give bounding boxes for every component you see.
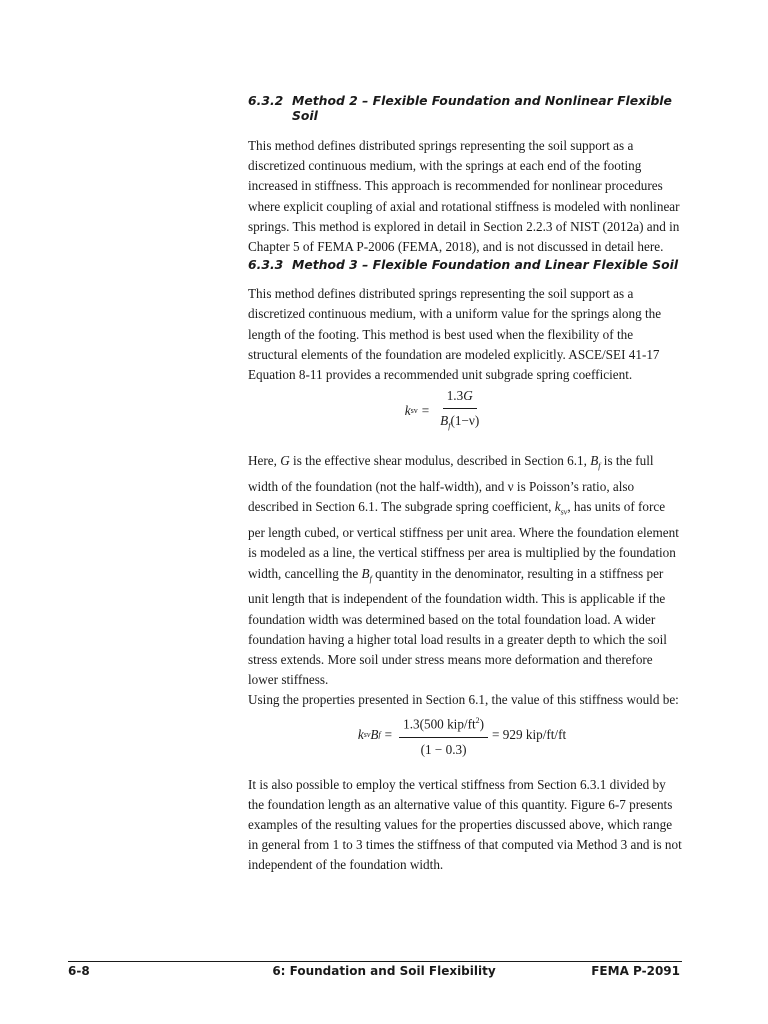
eq-subscript-sv: sv xyxy=(363,730,371,740)
eq-numerator-coef: 1.3 xyxy=(446,387,464,403)
section-title: Method 3 – Flexible Foundation and Linear Flexible Soil xyxy=(292,257,679,273)
paragraph-method-3-intro: This method defines distributed springs representing the soil support as a discretized continuous medium, with a uniform value for the springs along the length of the footing. This method is best used when the flexibility of the structural elements of the foundation are modeled explicitly. ASCE/SEI 41-17 Equation 8-11 provides a recommended unit subgrade spring coefficient. xyxy=(248,286,662,383)
equation-stiffness-value xyxy=(248,711,684,761)
equation-subgrade-spring-coefficient xyxy=(248,385,684,437)
section-title: Method 2 – Flexible Foundation and Nonlinear Flexible Soil xyxy=(292,93,672,123)
eq-equals: = xyxy=(384,727,393,743)
var-k: k xyxy=(554,499,561,515)
text-run: , has units of force per length cubed, or vertical stiffness per unit area. Where the foundation element is modeled as a line, the vertical stiffness per area is multiplied by the foundation width, cancelling the xyxy=(248,499,679,581)
paragraph-parameter-description xyxy=(248,451,684,690)
eq-superscript: 2 xyxy=(475,716,480,726)
eq-fraction xyxy=(436,386,483,437)
eq-equals: = xyxy=(421,403,430,419)
eq-numerator xyxy=(443,386,477,409)
var-b: B xyxy=(590,453,599,469)
eq-subscript-f: f xyxy=(378,730,381,740)
footer-chapter-text: 6: Foundation and Soil Flexibility xyxy=(272,964,496,978)
eq-symbol-k: k xyxy=(357,727,364,743)
text-run: is the full width of the foundation (not the half-width), and ν is Poisson’s ratio, also described in Section 6.1. The subgrade spring coefficient, xyxy=(248,453,654,515)
page-content xyxy=(248,93,684,876)
eq-symbol-k: k xyxy=(404,403,411,419)
var-g: G xyxy=(280,453,290,469)
eq-result: = 929 kip/ft/ft xyxy=(492,727,567,743)
eq-subscript-sv: sv xyxy=(410,406,418,416)
footer-document-id: FEMA P-2091 xyxy=(591,964,680,978)
eq-numerator-text: 1.3(500 kip/ft xyxy=(403,716,476,732)
paragraph-method-2: This method defines distributed springs representing the soil support as a discretized continuous medium, with the springs at each end of the footing increased in stiffness. This approach is recommended for nonlinear procedures where explicit coupling of axial and rotational stiffness is modeled with nonlinear springs. This method is explored in detail in Section 2.2.3 of NIST (2012a) and in Chapter 5 of FEMA P-2006 (FEMA, 2018), and is not discussed in detail here. xyxy=(248,138,680,255)
text-run: Here, xyxy=(248,453,281,469)
eq-subscript-f: f xyxy=(448,421,451,431)
section-number: 6.3.3 xyxy=(248,257,284,273)
section-heading-6-3-3 xyxy=(248,257,684,272)
eq-denominator-rest: (1−ν) xyxy=(450,412,480,428)
text-run: is the effective shear modulus, described in Section 6.1, xyxy=(289,453,591,469)
eq-numerator-close: ) xyxy=(479,716,485,732)
subscript-f: f xyxy=(598,461,601,471)
eq-denominator: (1 − 0.3) xyxy=(420,741,467,757)
paragraph-stiffness-value-intro: Using the properties presented in Section 6.1, the value of this stiffness would be: xyxy=(248,692,679,708)
paragraph-alternative-stiffness: It is also possible to employ the vertical stiffness from Section 6.3.1 divided by the foundation length as an alternative value of this quantity. Figure 6-7 presents examples of the resulting values for the properties discussed above, which range in general from 1 to 3 times the stiffness of that computed via Method 3 and is not independent of the foundation width. xyxy=(248,776,682,873)
text-run: quantity in the denominator, resulting in a stiffness per unit length that is independent of the foundation width. This is applicable if the foundation width was determined based on the total foundation load. A wider foundation having a higher total load results in a greater depth to which the soil stress extends. More soil under stress means more deformation and therefore lower stiffness. xyxy=(248,565,667,688)
eq-denominator xyxy=(436,409,483,437)
footer-page-number: 6-8 xyxy=(68,964,90,978)
section-heading-6-3-2 xyxy=(248,93,684,123)
section-number: 6.3.2 xyxy=(248,93,284,108)
subscript-f: f xyxy=(369,574,372,584)
eq-var-g: G xyxy=(463,387,473,403)
subscript-sv: sv xyxy=(560,507,568,517)
eq-fraction xyxy=(399,711,488,760)
footer-divider xyxy=(68,961,682,962)
var-b: B xyxy=(361,565,370,581)
eq-numerator xyxy=(399,711,488,738)
eq-var-b: B xyxy=(370,727,379,743)
eq-var-b: B xyxy=(440,412,449,428)
